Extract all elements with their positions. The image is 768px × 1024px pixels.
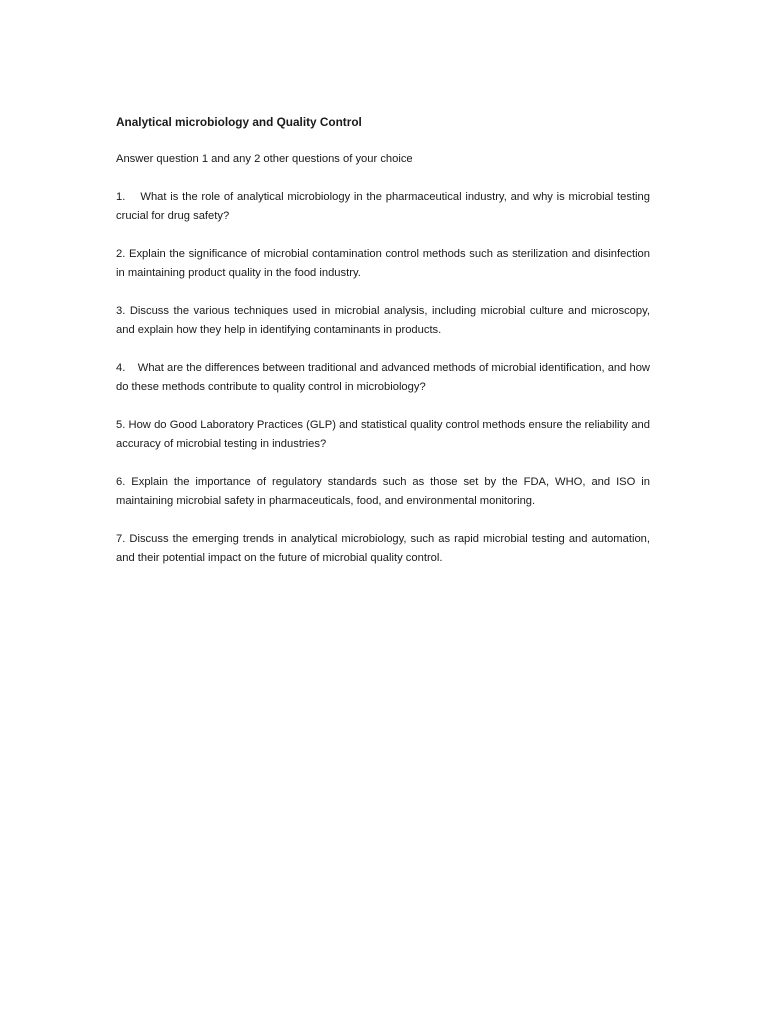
- document-title: Analytical microbiology and Quality Control: [116, 115, 362, 129]
- question-6: 6. Explain the importance of regulatory standards such as those set by the FDA, WHO, and ISO in maintaining microbial safety in pharmaceuticals, food, and environmental monitoring.: [116, 476, 650, 507]
- question-1: 1. What is the role of analytical microbiology in the pharmaceutical industry, and why is microbial testing crucial for drug safety?: [116, 191, 650, 222]
- question-3: 3. Discuss the various techniques used in microbial analysis, including microbial culture and microscopy, and explain how they help in identifying contaminants in products.: [116, 305, 650, 336]
- question-2: 2. Explain the significance of microbial contamination control methods such as sterilization and disinfection in maintaining product quality in the food industry.: [116, 248, 650, 279]
- question-4: 4. What are the differences between traditional and advanced methods of microbial identification, and how do these methods contribute to quality control in microbiology?: [116, 362, 651, 393]
- question-7: 7. Discuss the emerging trends in analytical microbiology, such as rapid microbial testing and automation, and their potential impact on the future of microbial quality control.: [116, 533, 650, 564]
- instruction-text: Answer question 1 and any 2 other questions of your choice: [116, 153, 413, 165]
- question-5: 5. How do Good Laboratory Practices (GLP) and statistical quality control methods ensure the reliability and accuracy of microbial testing in industries?: [116, 419, 650, 450]
- document-page: [116, 113, 650, 587]
